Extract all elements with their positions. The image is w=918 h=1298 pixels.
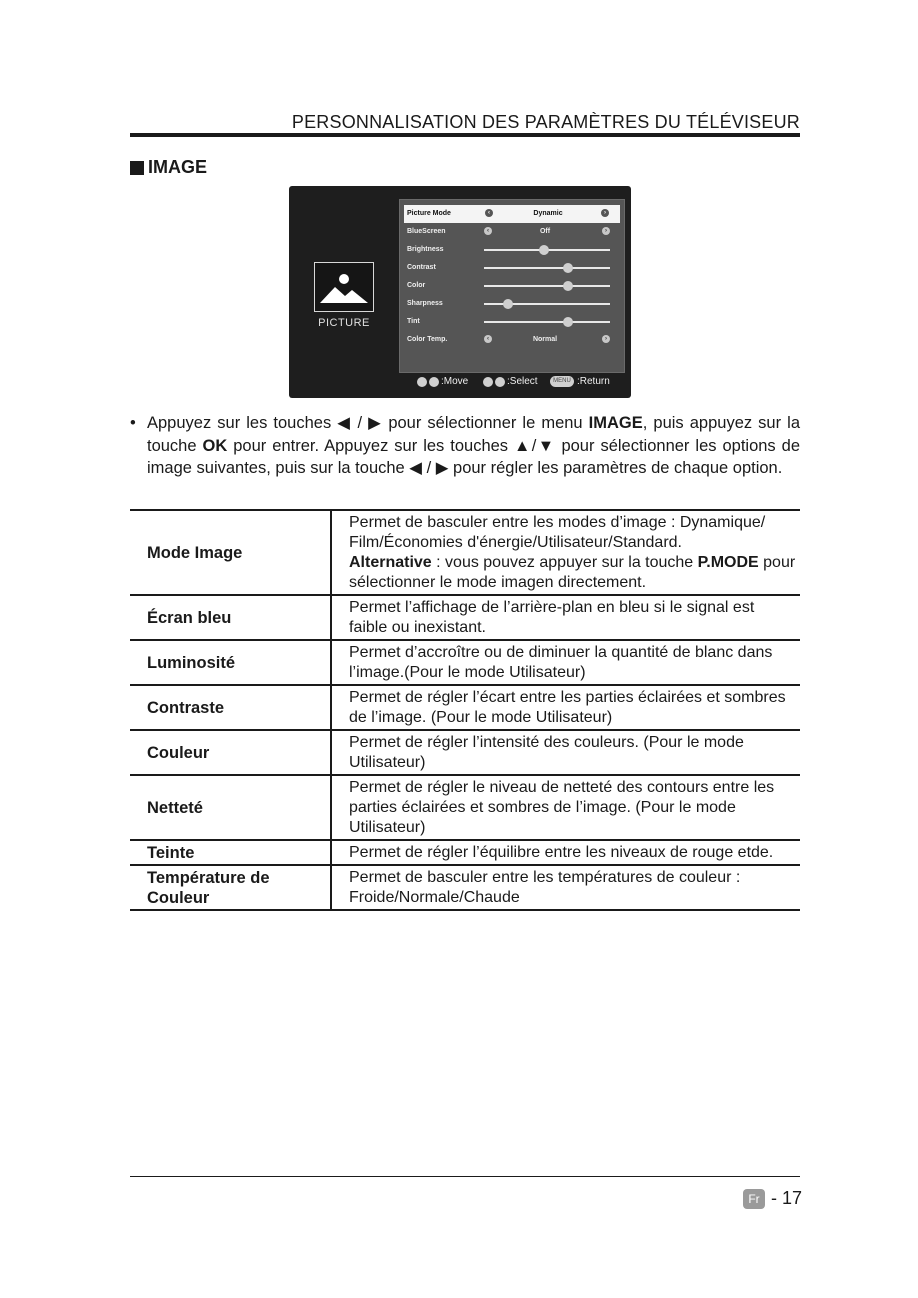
select-hint: :Select	[507, 376, 538, 387]
header-rule	[130, 133, 800, 137]
menu-row-value: Off	[539, 228, 551, 235]
intro-text-3: pour entrer. Appuyez sur les touches ▲/▼ pour sélectionner les options de image suivantes, puis sur la touche ◀ / ▶ pour régler les paramètres de chaque option.	[147, 436, 801, 477]
arrow-left-icon[interactable]: ‹	[484, 227, 492, 235]
option-name: Couleur	[147, 743, 210, 762]
right-button-icon	[495, 377, 505, 387]
tv-menu-screenshot	[289, 186, 631, 398]
option-description: Permet de régler le niveau de netteté des contours entre les parties éclairées et sombres de l’image. (Pour le mode Utilisateur)	[349, 779, 775, 836]
arrow-right-icon[interactable]: ›	[602, 335, 610, 343]
option-description: Permet l’affichage de l’arrière-plan en bleu si le signal est faible ou inexistant.	[349, 599, 755, 636]
arrow-left-icon[interactable]: ‹	[485, 209, 493, 217]
color-slider[interactable]	[484, 285, 610, 287]
option-name: Écran bleu	[147, 608, 232, 627]
intro-ok-key: OK	[202, 436, 228, 455]
table-row	[130, 639, 800, 684]
brightness-slider[interactable]	[484, 249, 610, 251]
table-row	[130, 774, 800, 839]
intro-text-2: , puis appuyez sur la touche	[147, 414, 800, 455]
table-row	[130, 864, 800, 911]
table-row	[130, 509, 800, 594]
menu-row-value: Dynamic	[533, 210, 563, 217]
arrow-left-icon[interactable]: ‹	[484, 335, 492, 343]
slider-knob[interactable]	[563, 263, 573, 273]
page-number-text: - 17	[771, 1188, 803, 1208]
option-name: Luminosité	[147, 653, 236, 672]
option-description: Permet de régler l’intensité des couleurs. (Pour le mode Utilisateur)	[349, 734, 744, 771]
option-description: Permet de basculer entre les températures de couleur : Froide/Normale/Chaude	[349, 869, 741, 906]
table-row	[130, 729, 800, 774]
language-badge: Fr	[743, 1189, 765, 1209]
arrow-right-icon[interactable]: ›	[602, 227, 610, 235]
contrast-slider[interactable]	[484, 267, 610, 269]
menu-row-label: Tint	[407, 318, 420, 325]
picture-icon	[314, 262, 374, 312]
slider-knob[interactable]	[539, 245, 549, 255]
left-button-icon	[483, 377, 493, 387]
menu-row-tint[interactable]	[400, 313, 624, 331]
page-header-title: PERSONNALISATION DES PARAMÈTRES DU TÉLÉVISEUR	[291, 112, 800, 132]
menu-row-label: Picture Mode	[407, 210, 451, 217]
menu-panel	[399, 199, 625, 373]
menu-row-sharpness[interactable]	[400, 295, 624, 313]
bullet: •	[130, 414, 136, 432]
down-button-icon	[429, 377, 439, 387]
arrow-right-icon[interactable]: ›	[601, 209, 609, 217]
menu-row-brightness[interactable]	[400, 241, 624, 259]
page-number	[743, 1188, 802, 1209]
footer-rule	[130, 1176, 800, 1177]
menu-row-color[interactable]	[400, 277, 624, 295]
picture-options-table	[130, 509, 800, 911]
option-description: Permet de basculer entre les modes d’image : Dynamique/ Film/Économies d'énergie/Utilisateur/Standard. Alternative : vous pouvez appuyer sur la touche P.MODE pour sélectionner le mode imagen directement.	[349, 514, 796, 591]
menu-row-label: Brightness	[407, 246, 444, 253]
slider-knob[interactable]	[503, 299, 513, 309]
sharpness-slider[interactable]	[484, 303, 610, 305]
menu-row-label: Sharpness	[407, 300, 443, 307]
menu-row-label: Contrast	[407, 264, 436, 271]
intro-menu-name: IMAGE	[588, 414, 643, 432]
menu-row-label: Color Temp.	[407, 336, 448, 343]
tint-slider[interactable]	[484, 321, 610, 323]
intro-text-1: Appuyez sur les touches ◀ / ▶ pour sélectionner le menu	[147, 414, 589, 432]
option-name: Mode Image	[147, 543, 243, 562]
move-hint: :Move	[441, 376, 469, 387]
menu-key-icon: MENU	[550, 376, 574, 387]
picture-label: PICTURE	[318, 317, 370, 329]
section-heading	[130, 157, 207, 178]
menu-row-color-temp[interactable]	[400, 331, 624, 349]
option-description: Permet d’accroître ou de diminuer la quantité de blanc dans l’image.(Pour le mode Utilisateur)	[349, 644, 773, 681]
section-title: IMAGE	[148, 157, 208, 177]
option-description: Permet de régler l’équilibre entre les niveaux de rouge etde.	[349, 844, 774, 861]
option-name: Contraste	[147, 698, 225, 717]
menu-row-label: Color	[407, 282, 426, 289]
square-bullet-icon	[130, 161, 144, 175]
table-row	[130, 594, 800, 639]
table-row	[130, 684, 800, 729]
option-name: Netteté	[147, 798, 203, 817]
menu-row-bluescreen[interactable]	[400, 223, 624, 241]
instruction-paragraph	[130, 412, 800, 480]
menu-row-contrast[interactable]	[400, 259, 624, 277]
menu-row-value: Normal	[532, 336, 558, 343]
return-hint: :Return	[577, 376, 610, 387]
table-row	[130, 839, 800, 864]
slider-knob[interactable]	[563, 317, 573, 327]
option-name: Teinte	[147, 843, 195, 862]
option-name: Température de Couleur	[147, 868, 270, 907]
menu-row-picture-mode[interactable]	[404, 205, 620, 223]
up-button-icon	[417, 377, 427, 387]
option-description: Permet de régler l’écart entre les parties éclairées et sombres de l’image. (Pour le mode Utilisateur)	[349, 689, 786, 726]
menu-row-label: BlueScreen	[407, 228, 446, 235]
slider-knob[interactable]	[563, 281, 573, 291]
